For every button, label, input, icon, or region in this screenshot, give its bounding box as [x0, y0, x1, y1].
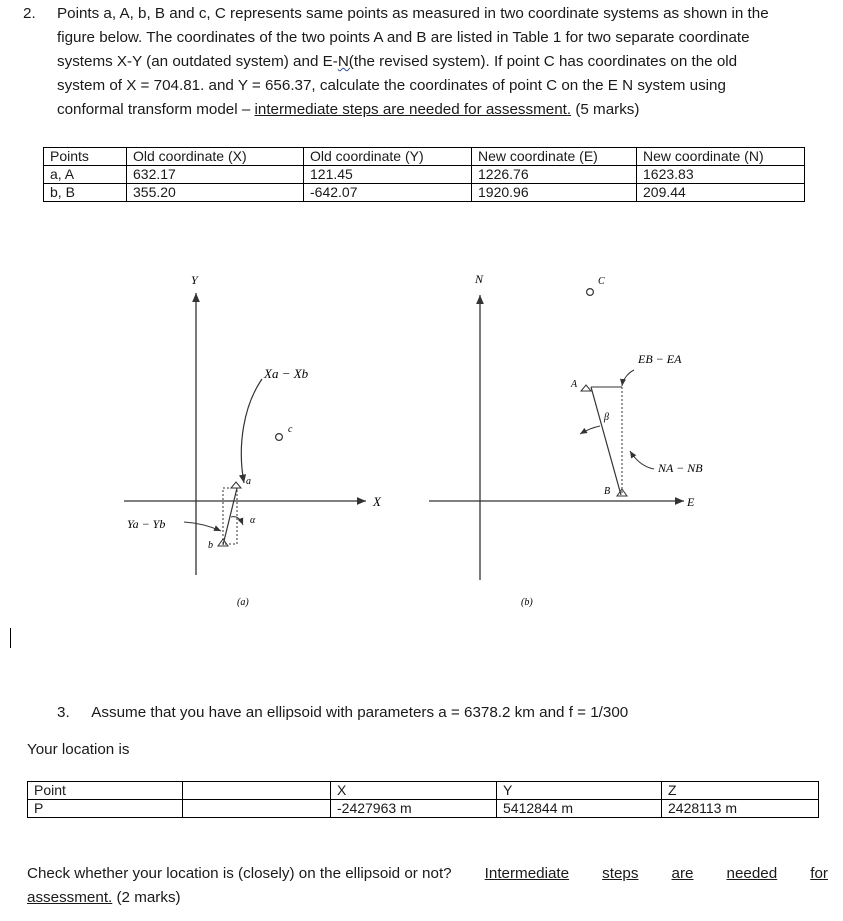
dy-label: Ya − Yb [127, 517, 166, 531]
angle-arc [580, 426, 600, 434]
location-label: Your location is [27, 741, 130, 758]
n-axis-label: N [475, 272, 484, 286]
dn-label: NA − NB [658, 461, 703, 475]
table-row [28, 782, 819, 800]
caption-b: (b) [521, 597, 533, 608]
table-header: Old coordinate (Y) [304, 148, 472, 166]
spellcheck-word: N( [337, 53, 354, 70]
table-cell: 632.17 [127, 166, 304, 184]
dx-arrow [241, 379, 262, 483]
point-b-label: b [208, 540, 213, 551]
angle-label: α [250, 515, 256, 526]
de-label: EB − EA [638, 352, 682, 366]
point-a-marker [581, 385, 591, 391]
table-row [28, 800, 819, 818]
question-3-text: Assume that you have an ellipsoid with parameters a = 6378.2 km and f = 1/300 [91, 704, 629, 721]
point-c-marker [587, 289, 594, 296]
table-cell [183, 782, 331, 800]
table-header: Old coordinate (X) [127, 148, 304, 166]
dn-arrow [630, 451, 654, 469]
table-cell: X [331, 782, 497, 800]
question-3 [57, 704, 628, 721]
figure-a [124, 273, 382, 608]
text-cursor [10, 628, 11, 648]
table-cell: Point [28, 782, 183, 800]
line-ab [591, 387, 621, 495]
table-cell: 2428113 m [662, 800, 819, 818]
table-cell: 5412844 m [497, 800, 662, 818]
table-cell: 209.44 [637, 184, 805, 202]
question-2-number: 2. [23, 5, 36, 22]
point-a-label: a [246, 476, 251, 487]
dy-arrow [184, 522, 221, 531]
check-line-2: assessment. (2 marks) [27, 889, 181, 906]
check-line-1: Check whether your location is (closely) on the ellipsoid or not? Intermediate steps are needed for [27, 862, 828, 886]
table-cell: 355.20 [127, 184, 304, 202]
caption-a: (a) [237, 597, 249, 608]
e-axis-label: E [687, 495, 695, 509]
de-arrow [622, 370, 634, 386]
table-row [44, 166, 805, 184]
q2-line-5: conformal transform model – intermediate steps are needed for assessment. (5 marks) [57, 101, 640, 118]
point-c-label: c [288, 424, 293, 435]
table-row [44, 184, 805, 202]
table-header: New coordinate (E) [472, 148, 637, 166]
table-cell: 1226.76 [472, 166, 637, 184]
table-cell: -2427963 m [331, 800, 497, 818]
table-cell: 1920.96 [472, 184, 637, 202]
point-c-label: C [598, 276, 605, 287]
table-cell: Z [662, 782, 819, 800]
point-a-label: A [571, 379, 578, 390]
table-cell [183, 800, 331, 818]
point-a-marker [231, 482, 241, 488]
table-header: New coordinate (N) [637, 148, 805, 166]
table-cell: 121.45 [304, 166, 472, 184]
question-3-number: 3. [57, 704, 70, 721]
point-b-label: B [604, 486, 611, 497]
q2-line-3: systems X-Y (an outdated system) and E-N(the revised system). If point C has coordinates on the old [57, 53, 738, 70]
table-header: Points [44, 148, 127, 166]
angle-label: β [604, 412, 609, 423]
q2-line-2: figure below. The coordinates of the two points A and B are listed in Table 1 for two separate coordinate [57, 29, 750, 46]
point-c-marker [276, 434, 283, 441]
question-2-text [57, 2, 831, 122]
q2-line-1: Points a, A, b, B and c, C represents same points as measured in two coordinate systems as shown in the [57, 5, 769, 22]
check-paragraph [27, 862, 828, 910]
table-cell: P [28, 800, 183, 818]
table-cell: b, B [44, 184, 127, 202]
coordinate-table [43, 147, 805, 202]
q2-line-4: system of X = 704.81. and Y = 656.37, calculate the coordinates of point C on the E N system using [57, 77, 726, 94]
x-axis-label: X [373, 494, 381, 509]
check-question: Check whether your location is (closely) on the ellipsoid or not? [27, 865, 452, 882]
table-cell: -642.07 [304, 184, 472, 202]
table-cell: a, A [44, 166, 127, 184]
y-axis-label: Y [191, 273, 198, 287]
location-table [27, 781, 819, 818]
table-header-row [44, 148, 805, 166]
dx-label: Xa − Xb [264, 366, 309, 381]
coordinate-systems-figure [0, 255, 843, 615]
figure-b [429, 272, 703, 608]
table-cell: Y [497, 782, 662, 800]
table-cell: 1623.83 [637, 166, 805, 184]
